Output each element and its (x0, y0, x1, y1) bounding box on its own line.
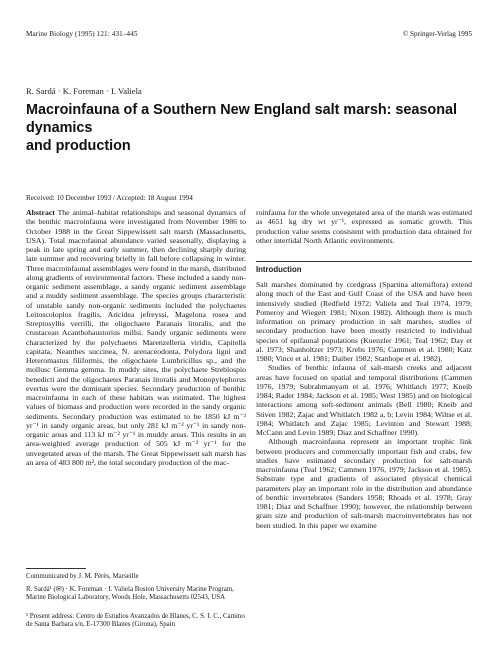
article-title (26, 101, 472, 155)
journal-citation: Marine Biology (1995) 121: 431–445 (26, 30, 138, 38)
author-list: R. Sardá · K. Foreman · I. Valiela (26, 86, 142, 96)
footnote-divider (26, 568, 86, 569)
title-line-1: Macroinfauna of a Southern New England salt marsh: seasonal dynamics (26, 102, 458, 136)
introduction-paragraph: Salt marshes dominated by cordgrass (Spartina alterniflora) extend along much of the East and Gulf Coast of the USA and have been intensively studied (Redfield 1972; Valiela and Teal 1974, 1979; Pomeroy and Wiegert 1981; Nixon 1982). Although there is much information on primary production in salt marshes, studies of secondary production have been mostly restricted to individual species of epifaunal populations (Kuenzler 1961; Teal 1962; Day et al. 1973; Shanholtzer 1973; Krebs 1976; Cammen et al. 1980; Katz 1980; Vince et al. 1981; Daiber 1982; Stanhope et al. 1982). (256, 280, 472, 363)
abstract-text: The animal–habitat relationships and seasonal dynamics of the benthic macroinfauna were investigated from November 1986 to October 1988 in the Great Sippewissett salt marsh (Massachusetts, USA). Total macrofaunal abundance varied seasonally, displaying a peak in late spring and early summer, then declining sharply during late summer and recovering briefly in fall before collapsing in winter. Three macroinfaunal assemblages were found in the marsh, distributed along gradients of environmental factors. These included a sandy non-organic sediment assemblage, a sandy organic sediment assemblage and a muddy sediment assemblage. The species groups characteristic of unstable sandy non-organic sediments included the polychaetes Leitoscoloplos fragilis, Aricidea jefreyssi, Magelona rosea and Streptosyllis verrilli, the oligochaete Paranais litoralis, and the crustacean Acanthohaustorius millsi. Sandy organic sediments were characterized by the polychaetes Marenzelleria viridis, Capitella capitata, Neanthes succinea, N. arenaceodonta, Polydora ligni and Heteromastus filiformis, the oligochaete Lumbricillus sp., and the mollusc Gemma gemma. In muddy sites, the polychaete Streblospio benedicti and the oligochaetes Paranais litoralis and Monopylephorus evertus were the dominant species. Secondary production of benthic macroinfauna in each of these habitats was estimated. The highest values of biomass and production were recorded in the sandy organic sediments. Secondary production was estimated to be 1850 kJ m⁻² yr⁻¹ in sandy organic areas, but only 281 kJ m⁻² yr⁻¹ in sandy non-organic areas and 113 kJ m⁻² yr⁻¹ in muddy areas. This results in an area-weighted average production of 505 kJ m⁻² yr⁻¹ for the unvegetated areas of the marsh. The Great Sippewissett salt marsh has an area of 483 800 m², the total secondary production of the mac- (26, 208, 246, 467)
introduction-paragraph: Although macroinfauna represent an important trophic link between producers and commercially important fish and crabs, few studies have estimated secondary production for salt-marsh macroinfauna (Teal 1962; Cammen 1976, 1979; Jackson et al. 1985). Substrate type and gradients of associated physical chemical parameters play an important role in the distribution and abundance of benthic invertebrates (Sanders 1958; Rhoads et al. 1978; Gray 1981; Diaz and Schaffner 1990); however, the relationship between grain size and production of salt-marsh macroinvertebrates has not been studied. In this paper we examine (256, 437, 472, 530)
communicated-by-note: Communicated by J. M. Pérès, Marseille (26, 573, 139, 580)
title-line-2: and production (26, 138, 131, 154)
abstract-paragraph (26, 208, 246, 467)
abstract-continuation (256, 208, 472, 245)
received-dates: Received: 10 December 1993 / Accepted: 18 August 1994 (26, 194, 193, 202)
present-address-note: ¹ Present address: Centro de Estudios Avanzados de Blanes, C. S. I. C., Camino de Santa Barbara s/n, E-17300 Blanes (Girona), Spain (26, 613, 245, 629)
abstract-text-continued: roinfauna for the whole unvegetated area of the marsh was estimated as 4651 kg dry wt yr⁻¹, expressed as somatic growth. This production value seems consistent with production data obtained for other intertidal North Atlantic environments. (256, 208, 472, 245)
abstract-column (26, 208, 246, 467)
section-divider (256, 261, 472, 262)
author-affiliation: R. Sardá¹ (✉) · K. Foreman · I. Valiela Boston University Marine Program, Marine Biological Laboratory, Woods Hole, Massachusetts 02543, USA (26, 586, 234, 602)
introduction-body (256, 280, 472, 530)
section-heading-introduction: Introduction (256, 265, 302, 274)
introduction-paragraph: Studies of benthic infauna of salt-marsh creeks and adjacent areas have focused on spatial and temporal distributions (Cammen 1976, 1979; Subrahmanyam et al. 1976; Whitlatch 1977; Kneib 1984; Rader 1984; Jackson et al. 1985; West 1985) and on biological interactions among soft-sediment animals (Bell 1980; Kneib and Stiven 1982; Zajac and Whitlatch 1982 a, b; Levin 1984; Wiltse et al. 1984; Whitlatch and Zajac 1985; Levinton and Stewart 1988; McCann and Levin 1989; Diaz and Schaffner 1990). (256, 363, 472, 437)
abstract-label: Abstract (26, 208, 55, 217)
publisher-copyright: © Springer-Verlag 1995 (402, 30, 472, 38)
